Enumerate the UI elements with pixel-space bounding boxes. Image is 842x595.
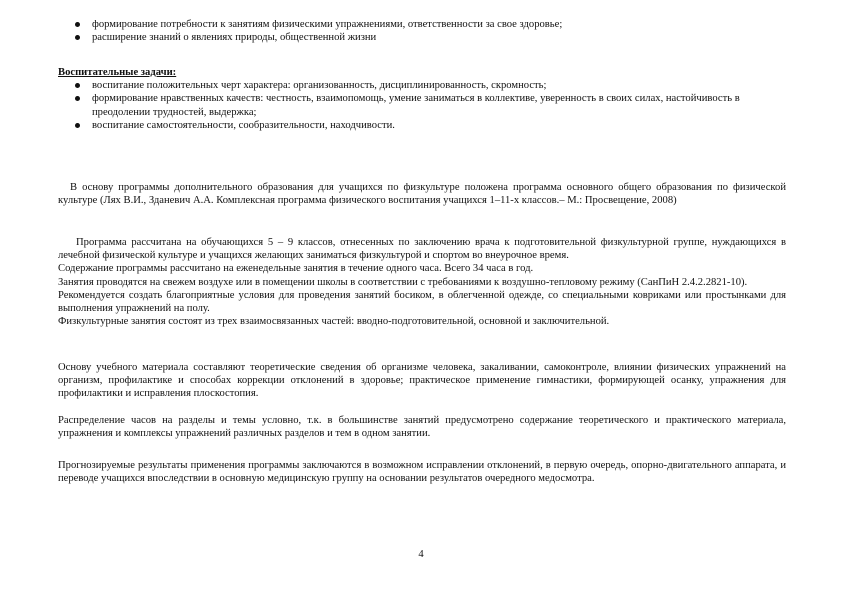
paragraph-program: Программа рассчитана на обучающихся 5 – 9 классов, отнесенных по заключению врача к подготовительной физкультурной группе, нуждающихся в лечебной физической культуре и учащихся желающих заниматься физкультурой и спортом во внеурочное время.: [58, 237, 786, 262]
bullet-icon: [75, 22, 80, 27]
bullet-icon: [75, 83, 80, 88]
paragraph-recommend: Рекомендуется создать благоприятные условия для проведения занятий босиком, в облегченной одежде, со специальными ковриками или простынками для выполнения упражнений на полу.: [58, 289, 786, 315]
list-item-text: воспитание положительных черт характера: организованность, дисциплинированность, скромность;: [92, 80, 547, 92]
bullet-icon: [75, 35, 80, 40]
vospit-heading: Воспитательные задачи:: [58, 67, 177, 78]
list-item-text: формирование потребности к занятиям физическими упражнениями, ответственности за свое здоровье;: [92, 19, 563, 30]
paragraph-prognoz: Прогнозируемые результаты применения программы заключаются в возможном исправлении отклонений, в первую очередь, опорно-двигательного аппарата, и переводе учащихся впоследствии в основную медицинскую группу на основании результатов очередного медосмотра.: [58, 460, 786, 485]
page-number: 4: [418, 549, 424, 560]
list-item: [58, 79, 786, 92]
paragraph-program-block: [58, 236, 786, 328]
paragraph-parts: Физкультурные занятия состоят из трех взаимосвязанных частей: вводно-подготовительной, основной и заключительной.: [58, 316, 610, 328]
list-item: [58, 31, 786, 44]
paragraph-hours: Содержание программы рассчитано на еженедельные занятия в течение одного часа. Всего 34 часа в год.: [58, 263, 534, 275]
list-item: [58, 119, 786, 132]
paragraph-raspred-block: [58, 414, 786, 440]
bullet-list-top: [58, 18, 786, 44]
list-item: [58, 18, 786, 31]
list-item-text: воспитание самостоятельности, сообразительности, находчивости.: [92, 119, 395, 131]
bullet-icon: [75, 123, 80, 128]
paragraph-prognoz-block: [58, 459, 786, 485]
paragraph-basis-block: [58, 181, 786, 207]
paragraph-raspred: Распределение часов на разделы и темы условно, т.к. в большинстве занятий предусмотрено содержание теоретического и практического материала, упражнения и комплексы упражнений различных разделов и тем в одном занятии.: [58, 415, 786, 440]
paragraph-conditions: Занятия проводятся на свежем воздухе или в помещении школы в соответствии с требованиями к воздушно-тепловому режиму (СанПиН 2.4.2.2821-10).: [58, 276, 748, 288]
paragraph-basis: В основу программы дополнительного образования для учащихся по физкультуре положена программа основного общего образования по физической культуре (Лях В.И., Зданевич А.А. Комплексная программа физического воспитания учащихся 1–11-х классов.– М.: Просвещение, 2008): [58, 182, 786, 207]
list-item: [58, 92, 786, 118]
list-item-text: формирование нравственных качеств: честность, взаимопомощь, умение заниматься в коллективе, уверенность в своих силах, настойчивость в преодолении трудностей, выдержка;: [92, 93, 740, 118]
vospit-section: [58, 66, 786, 132]
paragraph-osnova-block: [58, 361, 786, 401]
bullet-icon: [75, 96, 80, 101]
list-item-text: расширение знаний о явлениях природы, общественной жизни: [92, 32, 377, 44]
paragraph-osnova: Основу учебного материала составляют теоретические сведения об организме человека, закаливании, самоконтроле, влиянии физических упражнений на организм, профилактике и способах коррекции отклонений в здоровье; практическое применение гимнастики, формирующей осанку, упражнения для профилактики и исправления плоскостопия.: [58, 362, 786, 400]
